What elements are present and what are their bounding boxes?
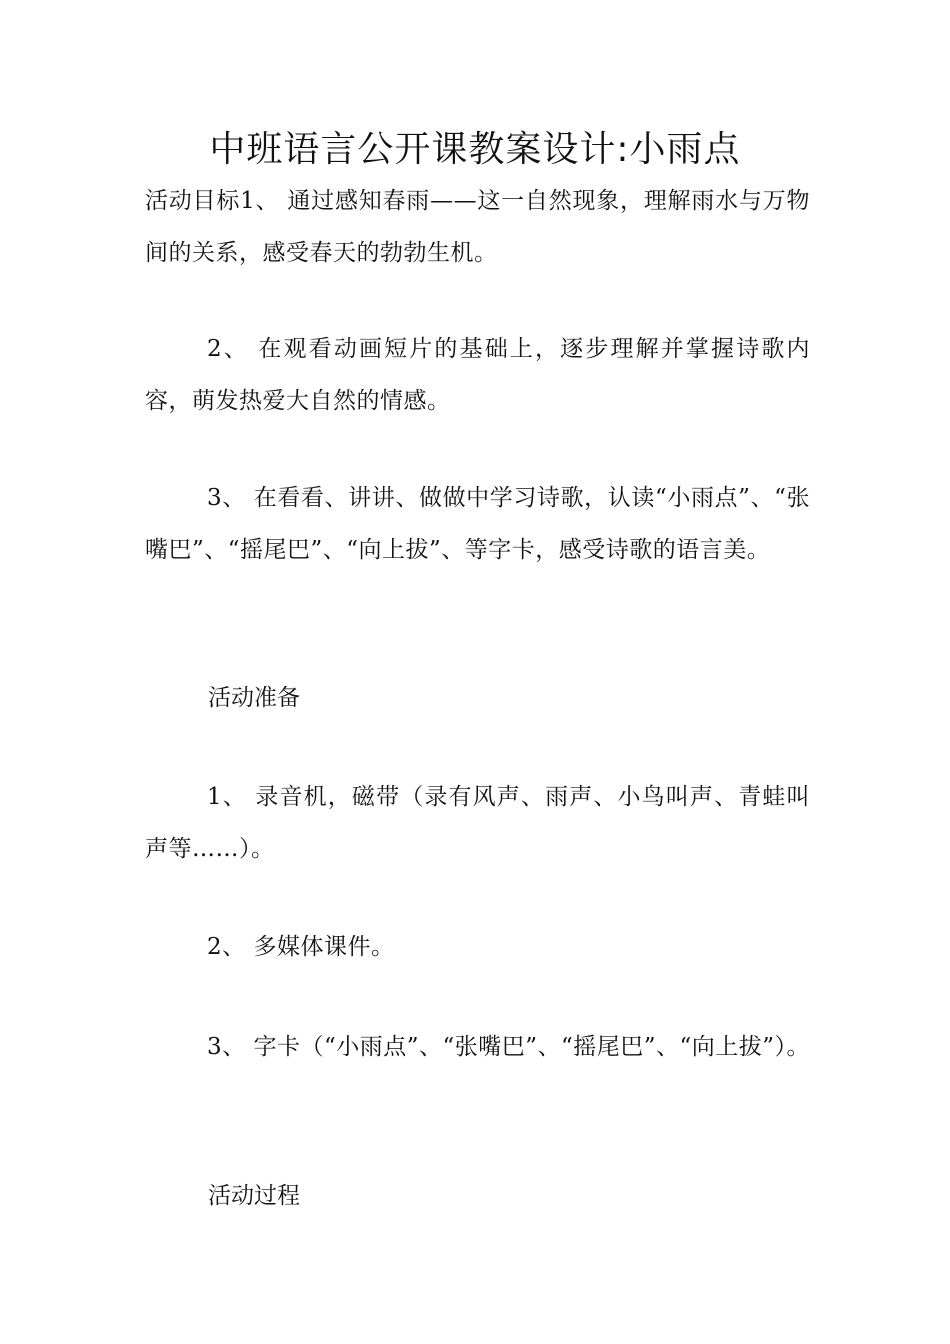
prep-item-3: 3、 字卡（“小雨点”、“张嘴巴”、“摇尾巴”、“向上拔”）。 [207,1034,811,1060]
prep-item-2: 2、 多媒体课件。 [207,934,395,960]
goal-paragraph-2: 2、 在观看动画短片的基础上，逐步理解并掌握诗歌内容，萌发热爱大自然的情感。 [145,336,810,414]
document-title: 中班语言公开课教案设计:小雨点 [209,129,741,170]
goal-paragraph-1: 活动目标1、 通过感知春雨——这一自然现象，理解雨水与万物间的关系，感受春天的勃勃生机。 [145,188,810,266]
process-heading: 活动过程 [208,1183,300,1209]
goal-paragraph-3: 3、 在看看、讲讲、做做中学习诗歌，认读“小雨点”、“张嘴巴”、“摇尾巴”、“向上拔”、等字卡，感受诗歌的语言美。 [145,485,810,563]
prep-heading: 活动准备 [208,685,300,711]
prep-item-1: 1、 录音机，磁带（录有风声、雨声、小鸟叫声、青蛙叫声等……）。 [145,784,810,862]
